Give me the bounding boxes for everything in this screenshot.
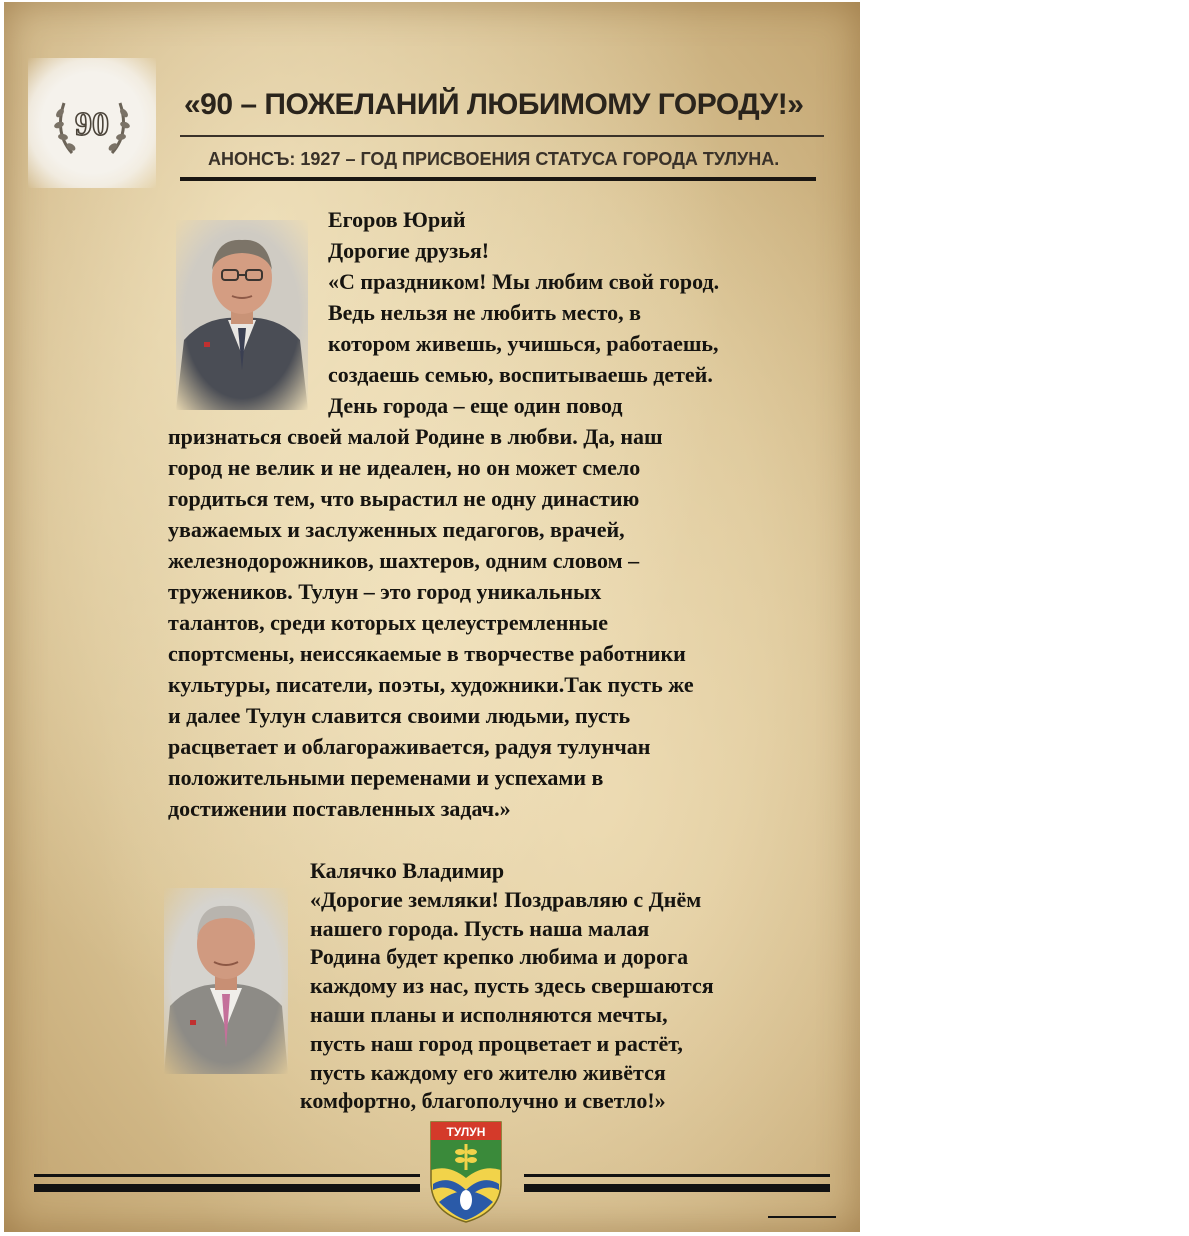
greeting-block-kalyachko bbox=[4, 857, 714, 1116]
emblem-label: ТУЛУН bbox=[446, 1125, 486, 1139]
text-line: Родина будет крепко любима и дорога bbox=[310, 944, 689, 970]
newspaper-page bbox=[4, 2, 860, 1232]
page-title: «90 – ПОЖЕЛАНИЙ ЛЮБИМОМУ ГОРОДУ!» bbox=[184, 88, 804, 121]
footer-bar-right-thick bbox=[524, 1184, 830, 1192]
text-line: пусть наш город процветает и растёт, bbox=[310, 1030, 683, 1056]
text-line: положительными переменами и успехами в bbox=[168, 765, 604, 790]
text-line: Ведь нельзя не любить место, в bbox=[328, 300, 641, 325]
text-line: тружеников. Тулун – это город уникальных bbox=[168, 579, 602, 604]
footer-bar-right-thin bbox=[524, 1174, 830, 1177]
author-name: Калячко Владимир bbox=[310, 858, 505, 883]
title-divider bbox=[180, 135, 824, 137]
text-line: нашего города. Пусть наша малая bbox=[310, 915, 650, 941]
city-emblem bbox=[429, 1120, 503, 1224]
text-line: создаешь семью, воспитываешь детей. bbox=[328, 362, 713, 387]
text-line: «С праздником! Мы любим свой город. bbox=[328, 269, 720, 294]
text-line: комфортно, благополучно и светло!» bbox=[300, 1088, 666, 1114]
author-name: Егоров Юрий bbox=[328, 207, 466, 232]
text-line: каждому из нас, пусть здесь свершаются bbox=[310, 973, 714, 999]
text-line: День города – еще один повод bbox=[328, 393, 623, 418]
greeting-block-egorov bbox=[4, 204, 719, 824]
text-line: Дорогие друзья! bbox=[328, 238, 490, 263]
text-line: спортсмены, неиссякаемые в творчестве работники bbox=[168, 641, 686, 666]
text-line: расцветает и облагораживается, радуя тулунчан bbox=[168, 734, 651, 759]
text-line: талантов, среди которых целеустремленные bbox=[168, 610, 608, 635]
coat-of-arms-icon bbox=[429, 1120, 503, 1224]
text-line: котором живешь, учишься, работаешь, bbox=[328, 331, 719, 356]
text-line: культуры, писатели, поэты, художники.Так пусть же bbox=[168, 672, 694, 697]
laurel-wreath-icon bbox=[42, 73, 142, 173]
text-line: город не велик и не идеален, но он может смело bbox=[168, 455, 641, 480]
text-line: пусть каждому его жителю живётся bbox=[310, 1059, 666, 1085]
text-line: достижении поставленных задач.» bbox=[168, 796, 511, 821]
footer-bar-left-thin bbox=[34, 1174, 420, 1177]
text-line: железнодорожников, шахтеров, одним словом – bbox=[168, 548, 640, 573]
footer-bar-corner bbox=[768, 1216, 836, 1218]
footer-bar-left-thick bbox=[34, 1184, 420, 1192]
text-line: уважаемых и заслуженных педагогов, врачей, bbox=[168, 517, 625, 542]
text-line: наши планы и исполняются мечты, bbox=[310, 1001, 668, 1027]
subtitle-divider bbox=[180, 177, 816, 181]
page-subtitle: АНОНСЪ: 1927 – ГОД ПРИСВОЕНИЯ СТАТУСА ГОРОДА ТУЛУНА. bbox=[208, 149, 780, 169]
text-line: гордиться тем, что вырастил не одну династию bbox=[168, 486, 640, 511]
anniversary-logo bbox=[28, 58, 156, 188]
logo-number: 90 bbox=[75, 106, 109, 143]
text-line: и далее Тулун славится своими людьми, пусть bbox=[168, 703, 631, 728]
text-line: «Дорогие земляки! Поздравляю с Днём bbox=[310, 886, 702, 912]
text-line: признаться своей малой Родине в любви. Да, наш bbox=[168, 424, 663, 449]
